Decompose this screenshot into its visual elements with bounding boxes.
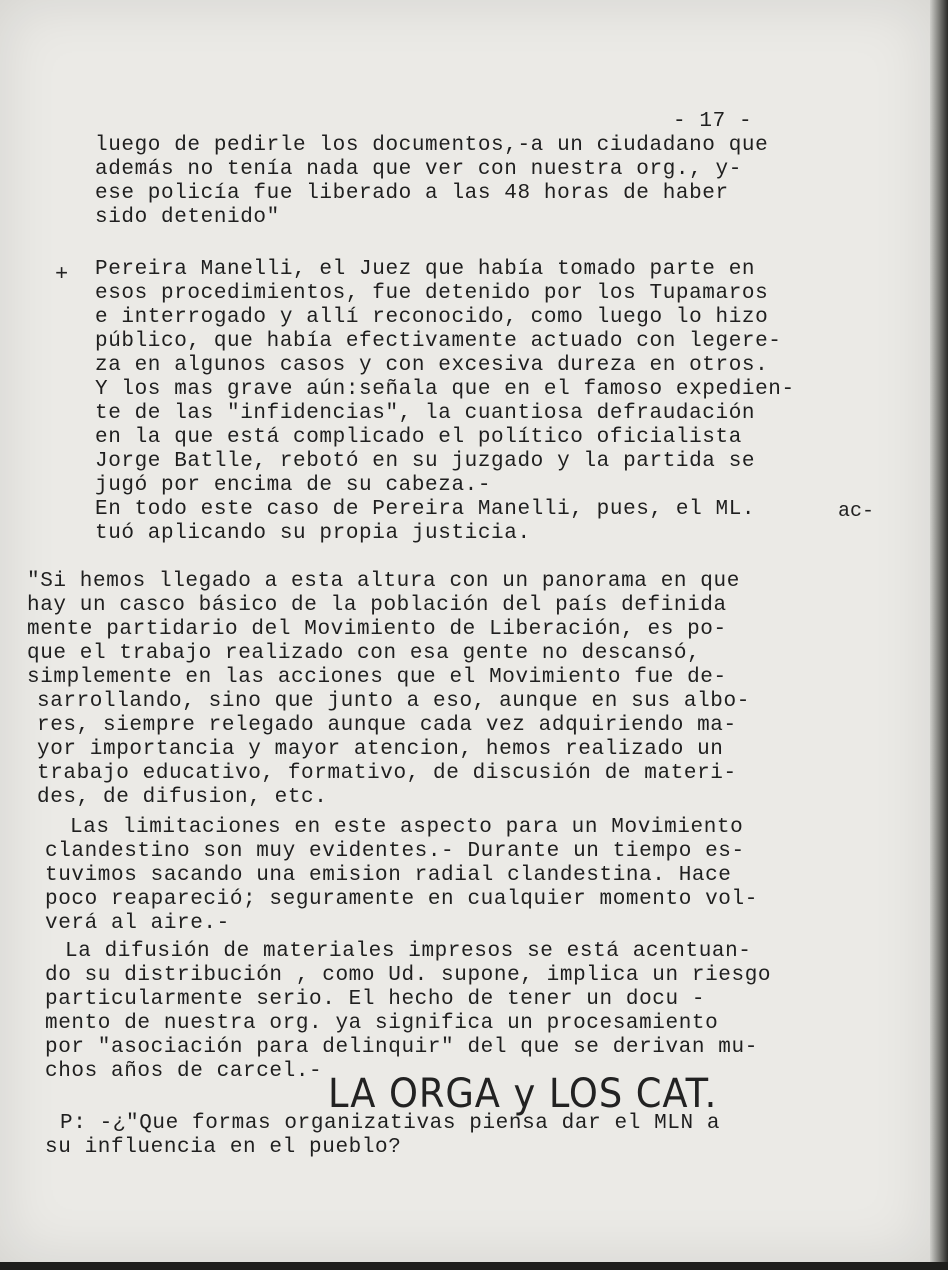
text-line: por "asociación para delinquir" del que se derivan mu- <box>45 1036 758 1059</box>
text-line: ese policía fue liberado a las 48 horas de haber <box>95 182 729 205</box>
text-line: particularmente serio. El hecho de tener un docu - <box>45 988 706 1011</box>
text-line: luego de pedirle los documentos,-a un ciudadano que <box>95 134 769 157</box>
text-line: te de las "infidencias", la cuantiosa defraudación <box>95 402 756 425</box>
text-line: za en algunos casos y con excesiva dureza en otros. <box>95 354 769 377</box>
text-line: "Si hemos llegado a esta altura con un panorama en que <box>27 570 740 593</box>
text-line: Las limitaciones en este aspecto para un Movimiento <box>70 816 744 839</box>
text-line: jugó por encima de su cabeza.- <box>95 474 492 497</box>
text-line: mento de nuestra org. ya significa un procesamiento <box>45 1012 719 1035</box>
text-line: su influencia en el pueblo? <box>45 1136 402 1159</box>
text-line: P: -¿"Que formas organizativas piensa dar el MLN a <box>60 1112 721 1135</box>
text-line: sarrollando, sino que junto a eso, aunque en sus albo- <box>37 690 750 713</box>
text-line: hay un casco básico de la población del país definida <box>27 594 727 617</box>
text-line: verá al aire.- <box>45 912 230 935</box>
page-number: - 17 - <box>673 110 753 133</box>
text-line: Y los mas grave aún:señala que en el famoso expedien- <box>95 378 795 401</box>
text-line: clandestino son muy evidentes.- Durante un tiempo es- <box>45 840 745 863</box>
text-line: Jorge Batlle, rebotó en su juzgado y la partida se <box>95 450 756 473</box>
text-line: chos años de carcel.- <box>45 1060 323 1083</box>
text-line: trabajo educativo, formativo, de discusión de materi- <box>37 762 737 785</box>
text-line: público, que había efectivamente actuado con legere- <box>95 330 782 353</box>
text-line: yor importancia y mayor atencion, hemos realizado un <box>37 738 724 761</box>
text-line: mente partidario del Movimiento de Liberación, es po- <box>27 618 727 641</box>
text-line: que el trabajo realizado con esa gente no descansó, <box>27 642 701 665</box>
text-line: do su distribución , como Ud. supone, implica un riesgo <box>45 964 772 987</box>
text-line: sido detenido" <box>95 206 280 229</box>
text-line: simplemente en las acciones que el Movimiento fue de- <box>27 666 727 689</box>
margin-mark: ac- <box>838 500 875 523</box>
text-line: La difusión de materiales impresos se está acentuan- <box>65 940 752 963</box>
bullet-mark: + <box>55 262 69 287</box>
text-line: tuvimos sacando una emision radial clandestina. Hace <box>45 864 732 887</box>
text-line: des, de difusion, etc. <box>37 786 328 809</box>
text-line: En todo este caso de Pereira Manelli, pues, el ML. <box>95 498 756 521</box>
page-edge-bottom <box>0 1262 948 1270</box>
text-line: e interrogado y allí reconocido, como luego lo hizo <box>95 306 769 329</box>
page-edge-right <box>930 0 948 1270</box>
handwritten-note: LA ORGA y LOS CAT. <box>328 1071 718 1117</box>
text-line: además no tenía nada que ver con nuestra org., y- <box>95 158 742 181</box>
text-line: res, siempre relegado aunque cada vez adquiriendo ma- <box>37 714 737 737</box>
text-line: poco reapareció; seguramente en cualquier momento vol- <box>45 888 758 911</box>
text-line: en la que está complicado el político oficialista <box>95 426 742 449</box>
text-line: Pereira Manelli, el Juez que había tomado parte en <box>95 258 756 281</box>
text-line: esos procedimientos, fue detenido por los Tupamaros <box>95 282 769 305</box>
text-line: tuó aplicando su propia justicia. <box>95 522 531 545</box>
